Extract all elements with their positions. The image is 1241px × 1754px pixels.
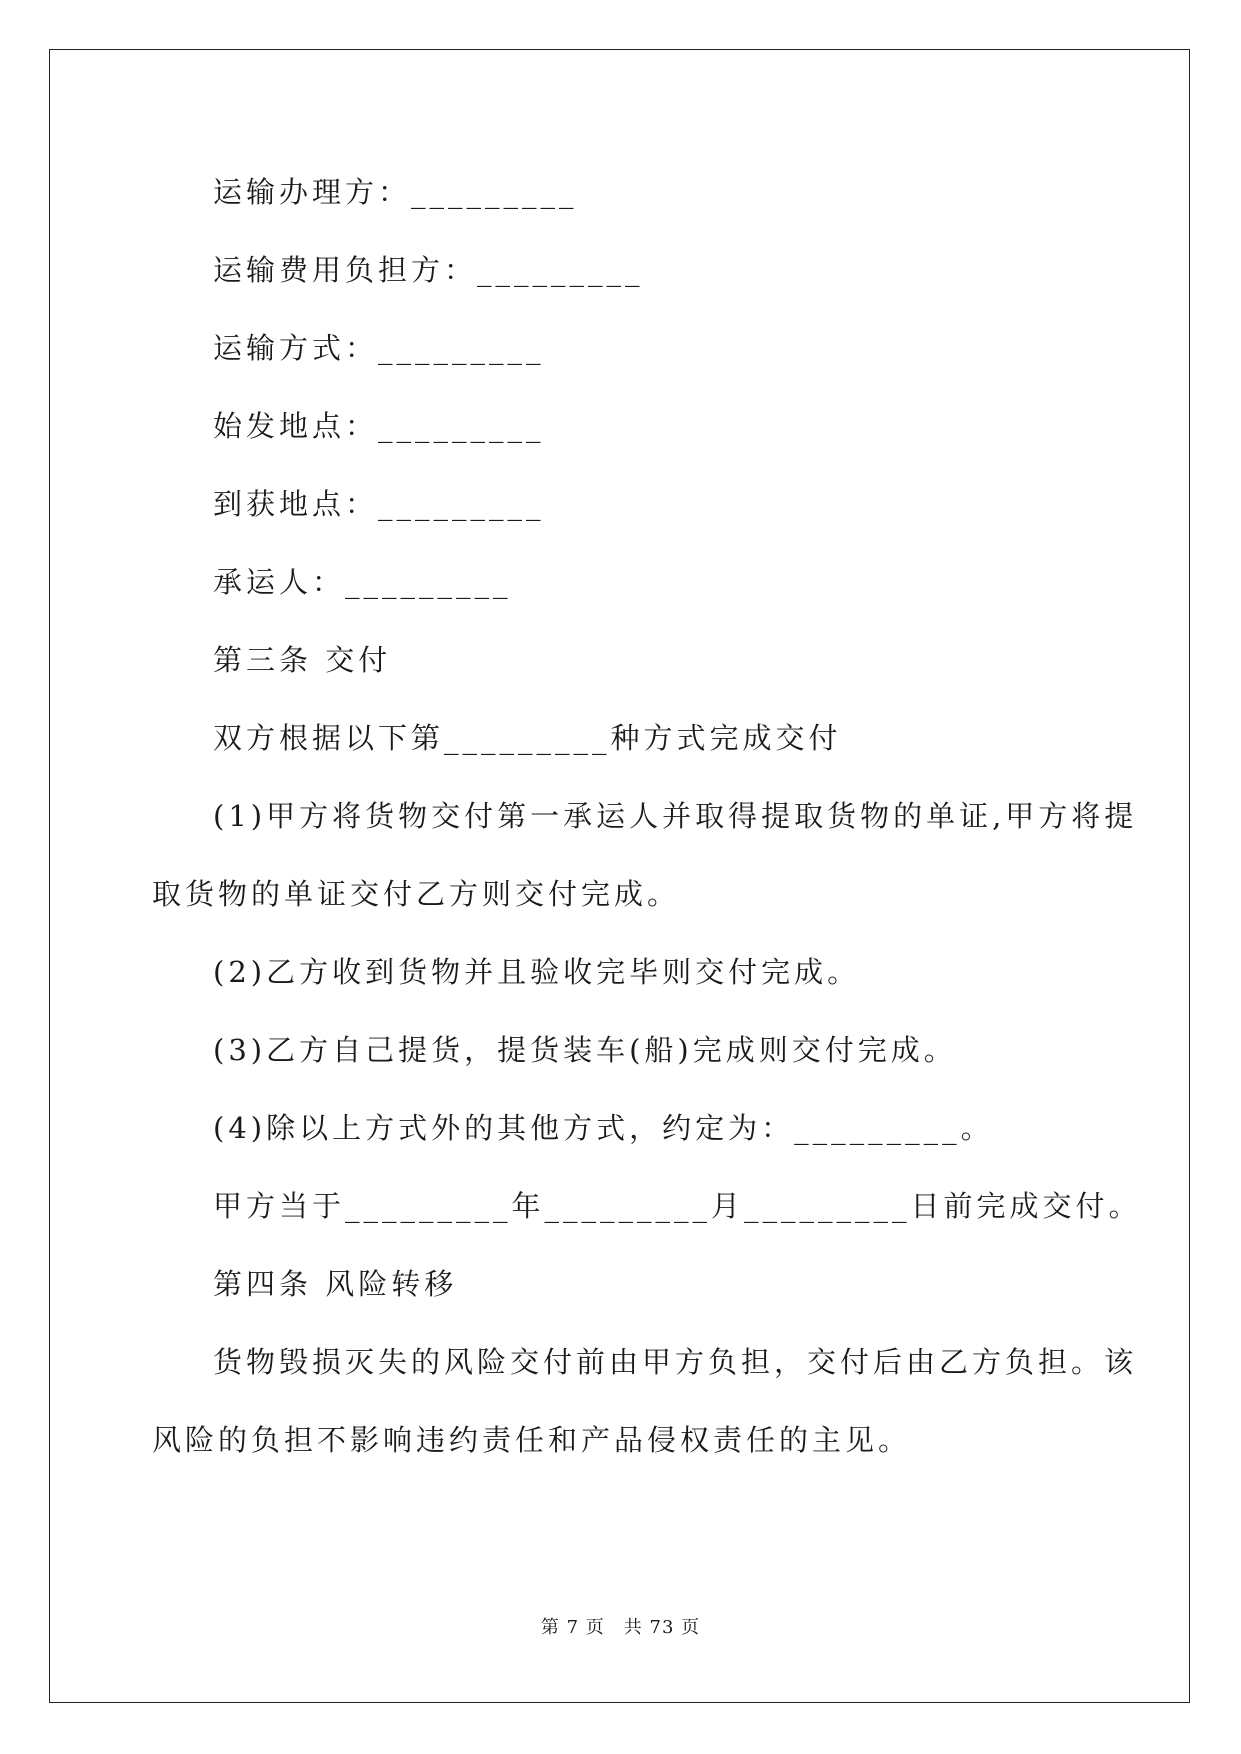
field-departure-place: 始发地点：_________: [213, 409, 545, 443]
section-heading-article-3: 第三条 交付: [213, 643, 392, 677]
paragraph-option-4: (4)除以上方式外的其他方式，约定为：_________。: [213, 1111, 994, 1145]
page-number-footer: 第 7 页 共 73 页: [540, 1617, 701, 1638]
paragraph-risk-line2: 风险的负担不影响违约责任和产品侵权责任的主见。: [152, 1423, 912, 1457]
paragraph-option-1-line2: 取货物的单证交付乙方则交付完成。: [152, 877, 681, 911]
field-carrier: 承运人：_________: [213, 565, 512, 599]
section-heading-article-4: 第四条 风险转移: [213, 1267, 458, 1301]
paragraph-delivery-method: 双方根据以下第_________种方式完成交付: [213, 721, 842, 755]
field-transport-handler: 运输办理方：_________: [213, 175, 578, 209]
field-arrival-place: 到获地点：_________: [213, 487, 545, 521]
paragraph-risk-line1: 货物毁损灭失的风险交付前由甲方负担，交付后由乙方负担。该: [213, 1345, 1138, 1379]
paragraph-option-3: (3)乙方自己提货，提货装车(船)完成则交付完成。: [213, 1033, 957, 1067]
paragraph-option-1-line1: (1)甲方将货物交付第一承运人并取得提取货物的单证,甲方将提: [213, 799, 1138, 833]
field-transport-cost-bearer: 运输费用负担方：_________: [213, 253, 644, 287]
paragraph-option-2: (2)乙方收到货物并且验收完毕则交付完成。: [213, 955, 861, 989]
paragraph-delivery-date: 甲方当于_________年_________月_________日前完成交付。: [213, 1189, 1142, 1223]
field-transport-method: 运输方式：_________: [213, 331, 545, 365]
